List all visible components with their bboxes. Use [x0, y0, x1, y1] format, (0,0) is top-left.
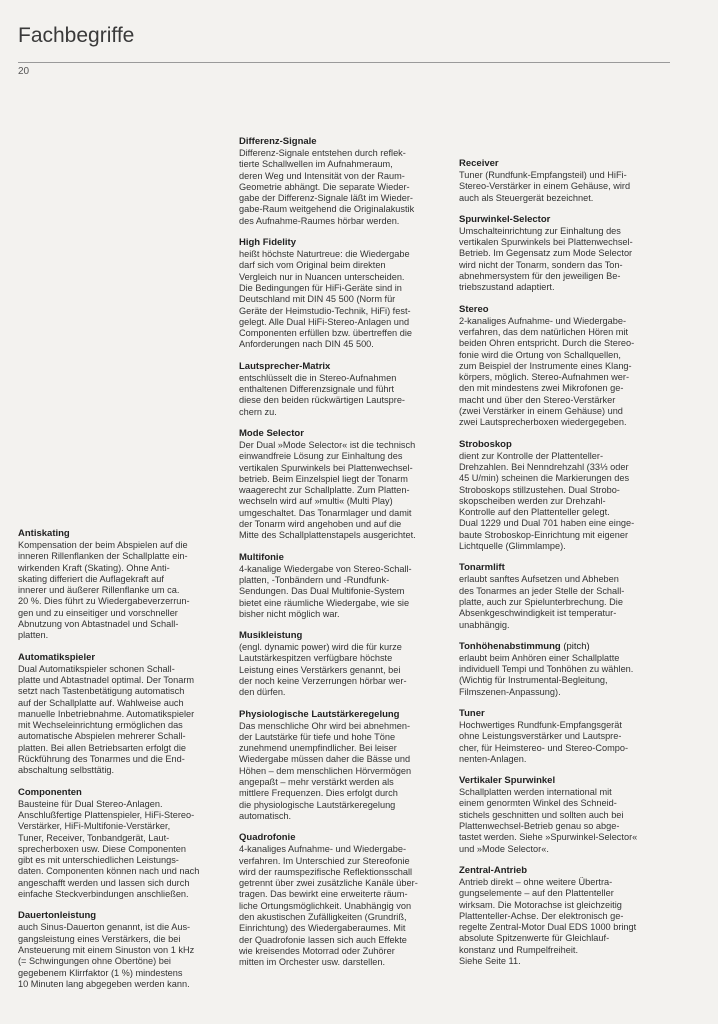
term-stereo: Stereo	[459, 303, 489, 315]
term-componenten: Componenten	[18, 786, 82, 798]
glossary-entry	[459, 304, 671, 429]
definition: 4-kanaliges Aufnahme- und Wiedergabe- verfahren. Im Unterschied zur Stereofonie wird der raumspezifische Reflektionsschall getrennt über zwei zusätzliche Kanäle über- tragen. Das bewirkt eine erweiterte räum- liche Ortungsmöglichkeit. Unabhängig von den akustischen Zufälligkeiten (Grundriß, Einrichtung) des Wiedergaberaumes. Mit der Quadrofonie lassen sich auch Effekte wie kreisendes Motorrad oder Zuhörer mitten im Orchester usw. darstellen.	[239, 844, 418, 968]
glossary-entry	[18, 528, 226, 642]
definition: (engl. dynamic power) wird die für kurze Lautstärkespitzen verfügbare höchste Leistung eines Verstärkers genannt, bei der noch keine Verzerrungen hörbar wer- den dürfen.	[239, 642, 407, 698]
definition: Schallplatten werden international mit einem genormten Winkel des Schneid- stichels geschnitten und sollten auch bei Plattenwechsel-Betrieb genau so abge- tastet werden. Siehe »Spurwinkel-Selector« und »Mode Selector«.	[459, 787, 638, 854]
definition: Kompensation der beim Abspielen auf die inneren Rillenflanken der Schallplatte ein- wirkenden Kraft (Skating). Ohne Anti- skating differiert die Auflagekraft auf innerer und äußerer Rillenflanke um ca. 20 %. Dies führt zu Wiedergabeverzerrun- gen und zu einseitiger und vorschneller Abnutzung von Abtastnadel und Schall- platten.	[18, 540, 190, 641]
glossary-column-1	[18, 528, 226, 1000]
definition: erlaubt beim Anhören einer Schallplatte individuell Tempi und Tonhöhen zu wählen. (Wichtig für Instrumental-Begleitung, Filmszenen-Anpassung).	[459, 652, 634, 697]
term-spurwinkel-selector: Spurwinkel-Selector	[459, 213, 551, 225]
term-tonhoehenabstimmung	[459, 641, 671, 653]
term-tuner: Tuner	[459, 707, 485, 719]
glossary-entry	[459, 708, 671, 765]
term-antiskating: Antiskating	[18, 528, 70, 539]
glossary-entry	[459, 562, 671, 630]
page-title: Fachbegriffe	[18, 24, 135, 48]
term-high-fidelity: High Fidelity	[239, 237, 296, 249]
page-number: 20	[18, 66, 30, 77]
term-automatikspieler: Automatikspieler	[18, 651, 96, 663]
term-quadrofonie: Quadrofonie	[239, 832, 296, 844]
term-suffix: (pitch)	[560, 640, 590, 652]
term-multifonie: Multifonie	[239, 551, 284, 563]
glossary-entry	[459, 865, 671, 967]
definition: Differenz-Signale entstehen durch reflek- tierte Schallwellen im Aufnahmeraum, deren Weg und Intensität von der Raum- Geometrie abhängt. Die separate Wieder- gabe der Differenz-Signale läßt im Wieder- gabe-Raum weitgehend die Originalakustik des Aufnahme-Raumes hörbar werden.	[239, 148, 415, 226]
term-stroboskop: Stroboskop	[459, 438, 512, 450]
glossary-entry	[239, 630, 447, 698]
glossary-column-3	[459, 158, 671, 977]
definition: Dual Automatikspieler schonen Schall- platte und Abtastnadel optimal. Der Tonarm setzt nach Tastenbetätigung automatisch auf der Schallplatte auf. Wahlweise auch manuelle Inbetriebnahme. Automatikspieler mit Wechseleinrichtung ermöglichen das automatische Abspielen mehrerer Schall- platten. Bei allen Betriebsarten erfolgt die Rückführung des Tonarmes und die End- abschaltung selbsttätig.	[18, 663, 195, 776]
term-mode-selector: Mode Selector	[239, 427, 304, 439]
definition: dient zur Kontrolle der Plattenteller- Drehzahlen. Bei Nenndrehzahl (33⅓ oder 45 U/min) scheinen die Markierungen des Stroboskops stillzustehen. Dual Strobo- skopscheiben werden zur Drehzahl- Kontrolle auf den Plattenteller gelegt. Dual 1229 und Dual 701 haben eine einge- baute Stroboskop-Einrichtung mit eigener Lichtquelle (Glimmlampe).	[459, 450, 635, 552]
glossary-entry	[459, 641, 671, 698]
definition: Hochwertiges Rundfunk-Empfangsgerät ohne Leistungsverstärker und Lautspre- cher, für Heimstereo- und Stereo-Compo- nenten-Anlagen.	[459, 719, 629, 764]
term-physiologische-lautstaerkeregelung: Physiologische Lautstärkeregelung	[239, 708, 400, 720]
definition: Das menschliche Ohr wird bei abnehmen- der Lautstärke für tiefe und hohe Töne zunehmend unempfindlicher. Bei leiser Wiedergabe müssen daher die Bässe und Höhen – dem menschlichen Hörvermögen angepaßt – mehr verstärkt werden als mittlere Frequenzen. Dies erfolgt durch die physiologische Lautstärkeregelung automatisch.	[239, 720, 412, 821]
header-divider	[18, 62, 670, 63]
glossary-entry	[239, 237, 447, 351]
term-zentral-antrieb: Zentral-Antrieb	[459, 864, 528, 876]
definition: entschlüsselt die in Stereo-Aufnahmen enthaltenen Differenzsignale und führt diese den beiden rückwärtigen Lautspre- chern zu.	[239, 372, 405, 417]
glossary-entry	[239, 361, 447, 418]
term-differenz-signale: Differenz-Signale	[239, 136, 317, 147]
glossary-entry	[18, 787, 226, 901]
term-vertikaler-spurwinkel: Vertikaler Spurwinkel	[459, 775, 556, 787]
glossary-entry	[459, 439, 671, 553]
definition: Bausteine für Dual Stereo-Anlagen. Anschlußfertige Plattenspieler, HiFi-Stereo- Verstärker, HiFi-Multifonie-Verstärker, Tuner, Receiver, Tonbandgerät, Laut- sprecherboxen usw. Diese Componenten gibt es mit unterschiedlichen Leistungs- daten. Componenten können nach und nach angeschafft werden und lassen sich durch einfache Steckverbindungen anschließen.	[18, 798, 200, 900]
definition: heißt höchste Naturtreue: die Wiedergabe darf sich vom Original beim direkten Vergleich nur in Nuancen unterscheiden. Die Bedingungen für HiFi-Geräte sind in Deutschland mit DIN 45 500 (Norm für Geräte der Heimstudio-Technik, HiFi) fest- gelegt. Alle Dual HiFi-Stereo-Anlagen und Componenten erfüllen bzw. übertreffen die Anforderungen nach DIN 45 500.	[239, 249, 412, 350]
definition: Umschalteinrichtung zur Einhaltung des vertikalen Spurwinkels bei Plattenwechsel- Betrieb. Im Gegensatz zum Mode Selector wird nicht der Tonarm, sondern das Ton- abnehmersystem für den jeweiligen Be- triebszustand adaptiert.	[459, 225, 633, 293]
glossary-entry	[18, 652, 226, 777]
definition: 4-kanalige Wiedergabe von Stereo-Schall- platten, -Tonbändern und -Rundfunk- Sendungen. Das Dual Multifonie-System bietet eine räumliche Wiedergabe, wie sie bisher nicht möglich war.	[239, 563, 412, 619]
term-receiver: Receiver	[459, 158, 499, 169]
glossary-entry	[239, 428, 447, 542]
term-label: Tonhöhenabstimmung	[459, 640, 561, 652]
glossary-entry	[459, 158, 671, 204]
definition: Antrieb direkt – ohne weitere Übertra- gungselemente – auf den Plattenteller wirksam. Die Motorachse ist gleichzeitig Plattenteller-Achse. Der elektronisch ge- regelte Zentral-Motor Dual EDS 1000 bringt absolute Spitzenwerte für Gleichlauf- konstanz und Rumpelfreiheit. Siehe Seite 11.	[459, 876, 637, 967]
term-tonarmlift: Tonarmlift	[459, 562, 505, 574]
term-lautsprecher-matrix: Lautsprecher-Matrix	[239, 360, 331, 372]
definition: erlaubt sanftes Aufsetzen und Abheben des Tonarmes an jeder Stelle der Schall- platte, auch zur Spielunterbrechung. Die Absenkgeschwindigkeit ist temperatur- unabhängig.	[459, 574, 625, 630]
definition: Der Dual »Mode Selector« ist die technisch einwandfreie Lösung zur Einhaltung des vertikalen Spurwinkels bei Plattenwechsel- betrieb. Beim Einzelspiel liegt der Tonarm waagerecht zur Schallplatte. Zum Platten- wechseln wird auf »multi« (Multi Play) umgeschaltet. Das Tonarmlager und damit der Tonarm wird angehoben und auf die Mitte des Schallplattenstapels ausgerichtet.	[239, 439, 416, 541]
term-dauertonleistung: Dauertonleistung	[18, 910, 97, 922]
glossary-entry	[239, 552, 447, 620]
definition: auch Sinus-Dauerton genannt, ist die Aus- gangsleistung eines Verstärkers, die bei Ansteuerung mit einem Sinuston von 1 kHz (= Schwingungen ohne Obertöne) bei gegebenem Klirrfaktor (1 %) mindestens 10 Minuten lang abgegeben werden kann.	[18, 922, 195, 989]
glossary-entry	[239, 136, 447, 227]
glossary-entry	[459, 214, 671, 294]
glossary-entry	[239, 709, 447, 823]
definition: Tuner (Rundfunk-Empfangsteil) und HiFi- Stereo-Verstärker in einem Gehäuse, wird auch als Steuergerät bezeichnet.	[459, 170, 631, 203]
term-musikleistung: Musikleistung	[239, 630, 303, 642]
definition: 2-kanaliges Aufnahme- und Wiedergabe- verfahren, das dem natürlichen Hören mit beiden Ohren entspricht. Durch die Stereo- fonie wird die Ortung von Schallquellen, zum Beispiel der Instrumente eines Klang- körpers, möglich. Stereo-Aufnahmen wer- den mit mindestens zwei Mikrofonen ge- macht und über den Stereo-Verstärker (zwei Verstärker in einem Gehäuse) und zwei Lautsprecherboxen wiedergegeben.	[459, 315, 635, 428]
glossary-entry	[18, 910, 226, 990]
glossary-entry	[239, 832, 447, 968]
glossary-entry	[459, 775, 671, 855]
glossary-column-2	[239, 136, 447, 979]
